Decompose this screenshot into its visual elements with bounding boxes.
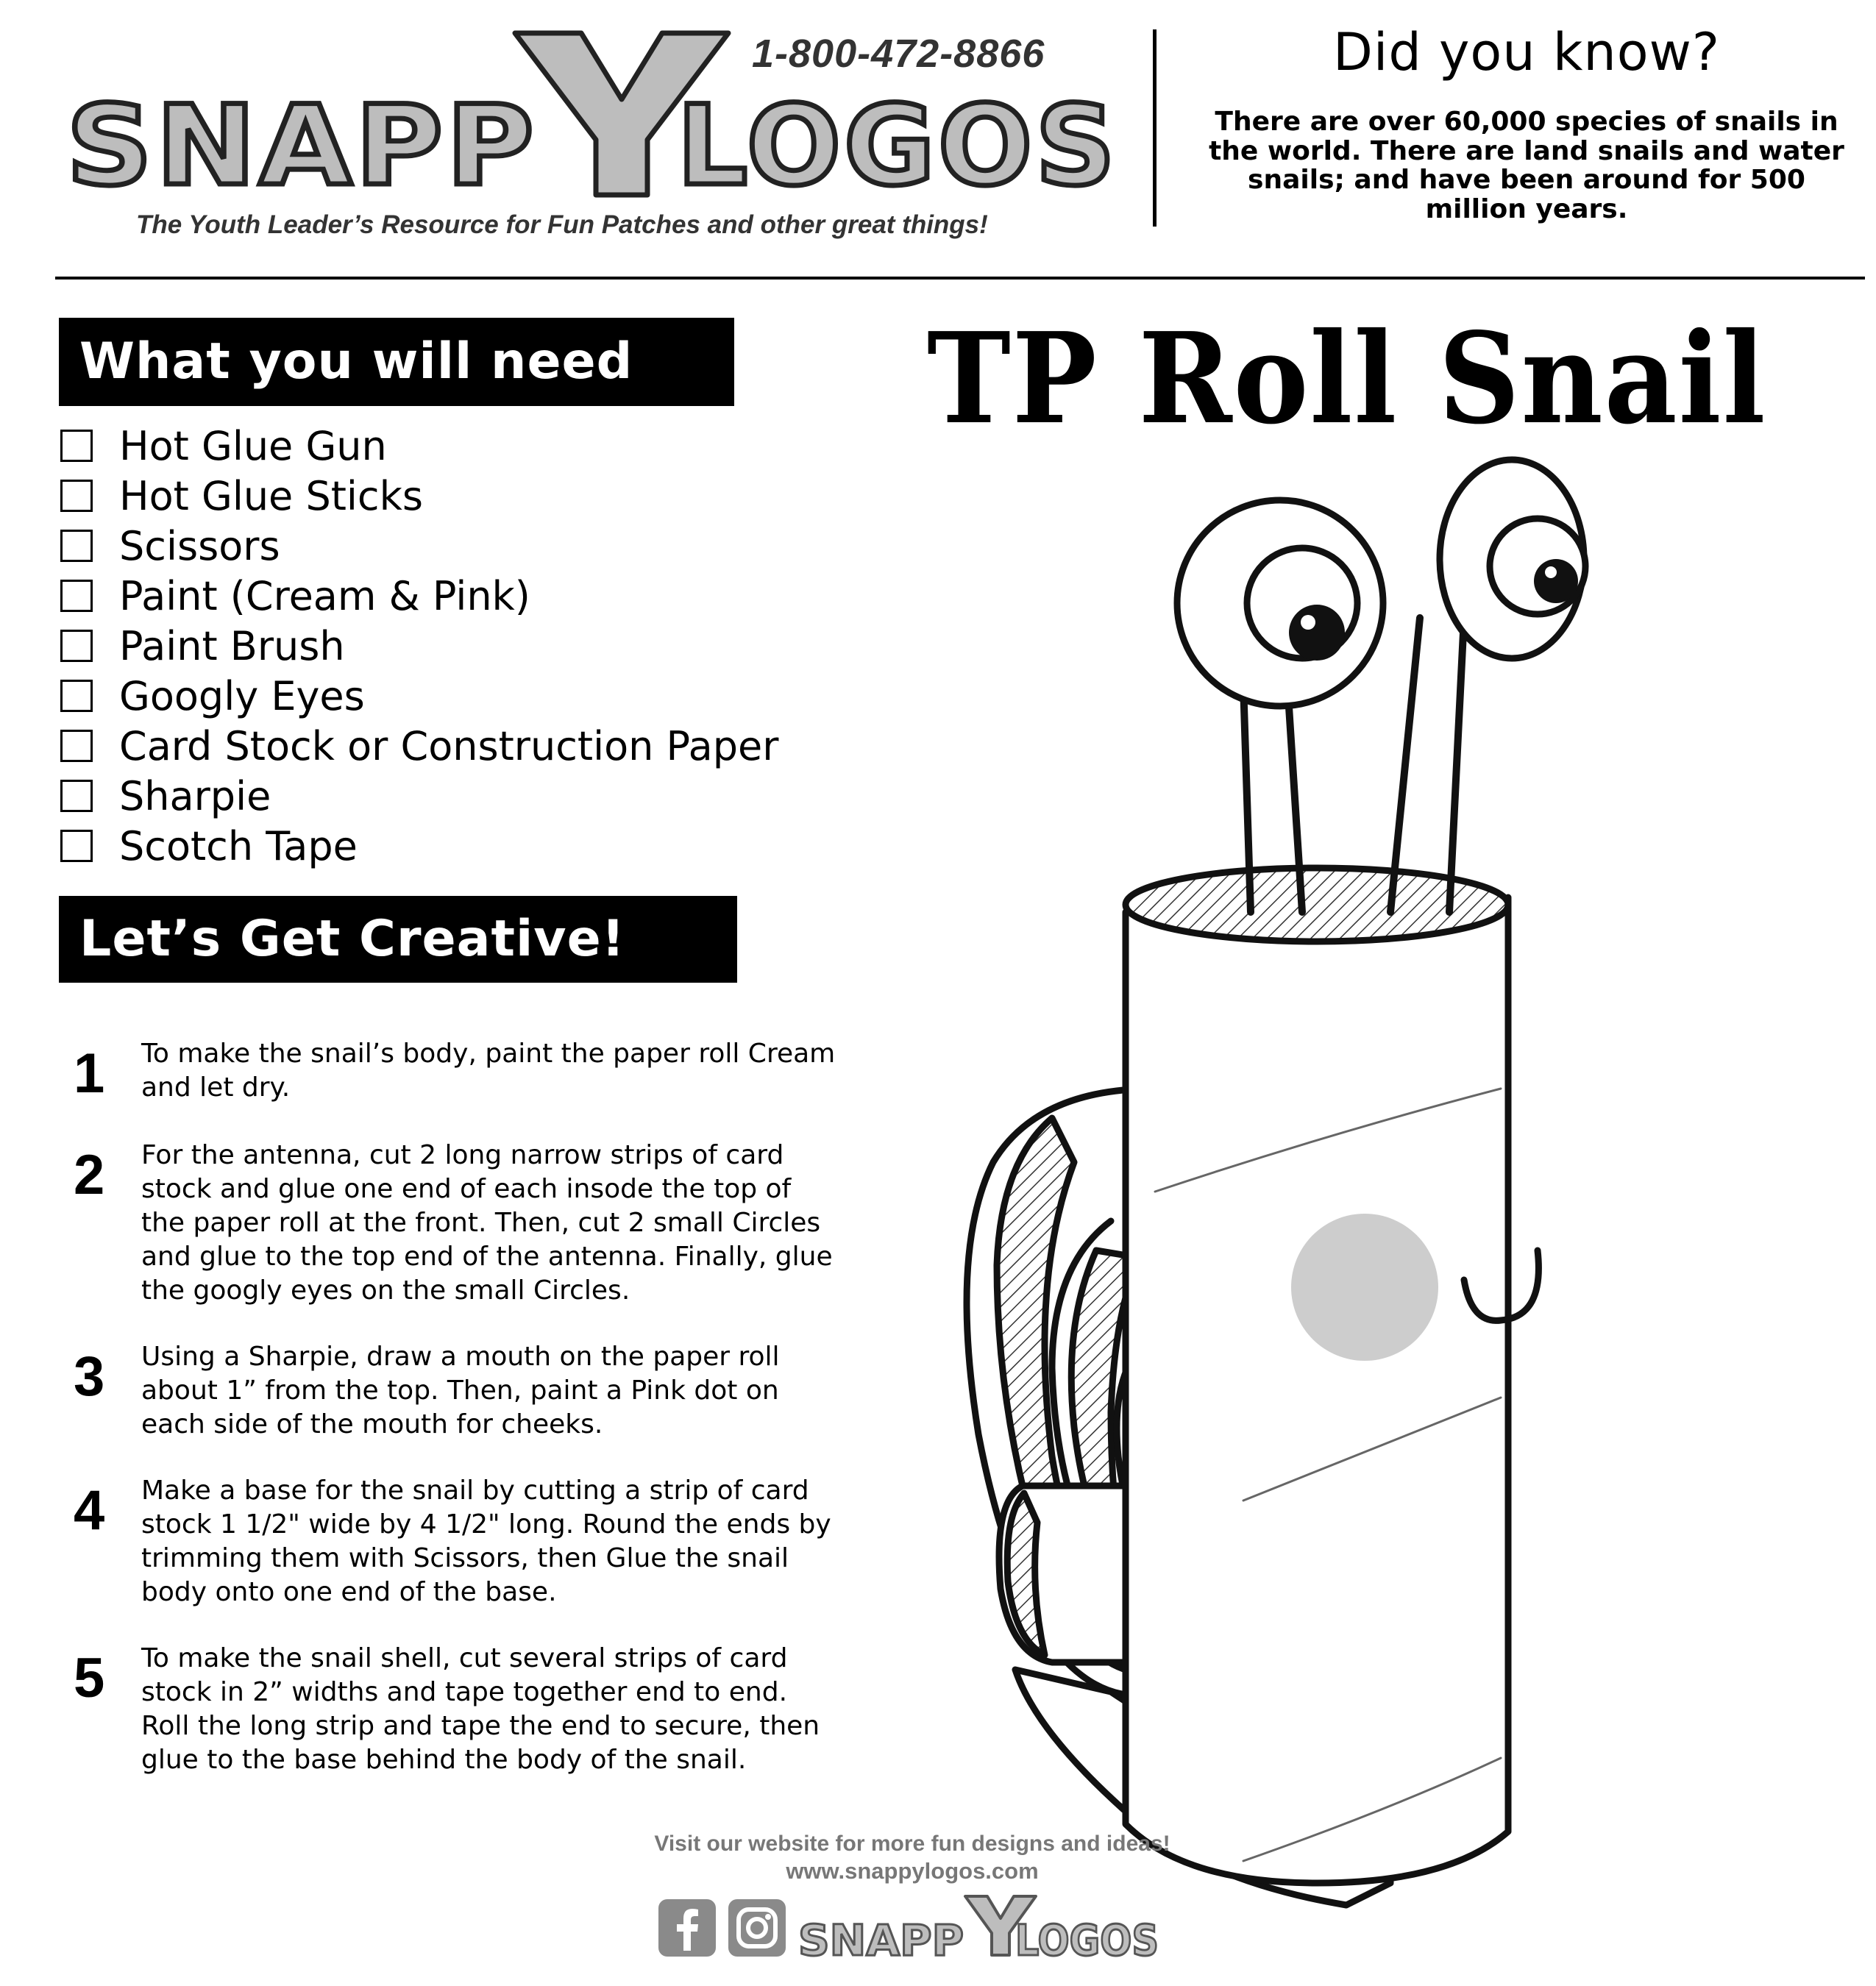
supply-label: Sharpie (119, 772, 271, 819)
header-divider (1153, 29, 1156, 227)
website-link[interactable]: www.snappylogos.com (786, 1858, 1039, 1884)
list-item (60, 421, 778, 471)
supply-label: Hot Glue Gun (119, 422, 387, 469)
page-title: TP Roll Snail (927, 305, 1767, 452)
step-text: To make the snail’s body, paint the paper roll Cream and let dry. (141, 1039, 836, 1103)
supply-label: Scotch Tape (119, 822, 358, 869)
list-item (60, 671, 778, 721)
step-text: Make a base for the snail by cutting a strip of card stock 1 1/2" wide by 4 1/2" long. Round the ends by trimming them with Scissors, then Glue the snail body onto one end of the base. (141, 1476, 831, 1607)
supplies-list (60, 421, 778, 871)
list-item (60, 521, 778, 571)
list-item (60, 471, 778, 521)
step-number: 5 (74, 1647, 105, 1709)
section-header-create: Let’s Get Creative! (59, 896, 737, 983)
section-header-need: What you will need (59, 318, 734, 406)
step-number: 1 (74, 1042, 105, 1105)
supply-label: Googly Eyes (119, 672, 365, 719)
header-rule (55, 277, 1865, 280)
checkbox[interactable] (60, 580, 93, 612)
did-you-know-body: There are over 60,000 species of snails in the world. There are land snails and water snails; and have been around for 500 million years. (1209, 107, 1844, 224)
step-text: Using a Sharpie, draw a mouth on the paper roll about 1” from the top. Then, paint a Pink dot on each side of the mouth for cheeks. (141, 1342, 780, 1439)
step-number: 3 (74, 1345, 105, 1408)
did-you-know-title: Did you know? (1332, 22, 1721, 82)
step-number: 4 (74, 1479, 105, 1542)
footer-tagline: Visit our website for more fun designs and ideas! (654, 1832, 1170, 1856)
step-text: To make the snail shell, cut several strips of card stock in 2” widths and tape together end to end. Roll the long strip and tape the end to secure, then glue to the base behind the body of the snail. (141, 1643, 820, 1775)
checkbox[interactable] (60, 530, 93, 562)
checkbox[interactable] (60, 630, 93, 662)
antenna-right (1390, 618, 1420, 912)
snail-body (1126, 897, 1508, 1883)
step-number: 2 (74, 1144, 105, 1206)
supply-label: Hot Glue Sticks (119, 472, 423, 519)
cheek (1291, 1214, 1438, 1361)
step-text: For the antenna, cut 2 long narrow strips of card stock and glue one end of each insode the top of the paper roll at the front. Then, cut 2 small Circles and glue to the top end of the antenna. Finally, glue the googly eyes on the small Circles. (141, 1140, 833, 1306)
supply-label: Card Stock or Construction Paper (119, 722, 779, 769)
supply-label: Paint Brush (119, 622, 345, 669)
list-item (60, 771, 778, 821)
phone-number: 1-800-472-8866 (752, 32, 1045, 76)
supply-label: Paint (Cream & Pink) (119, 572, 530, 619)
tagline: The Youth Leader’s Resource for Fun Patches and other great things! (136, 210, 988, 239)
checkbox[interactable] (60, 480, 93, 512)
checkbox[interactable] (60, 730, 93, 762)
svg-text:LOGOS: LOGOS (677, 82, 1118, 210)
svg-text:SNAPP: SNAPP (66, 82, 537, 210)
svg-text:LOGOS: LOGOS (1015, 1915, 1159, 1965)
checkbox[interactable] (60, 680, 93, 712)
footer-snappylogos-logo (795, 1890, 1162, 1971)
supply-label: Scissors (119, 522, 280, 569)
instagram-icon[interactable] (728, 1899, 786, 1957)
checkbox[interactable] (60, 780, 93, 812)
checkbox[interactable] (60, 830, 93, 862)
list-item (60, 721, 778, 771)
snail-illustration (831, 441, 1641, 1920)
checkbox[interactable] (60, 430, 93, 462)
svg-text:SNAPP: SNAPP (798, 1915, 964, 1965)
list-item (60, 621, 778, 671)
list-item (60, 821, 778, 871)
list-item (60, 571, 778, 621)
facebook-icon[interactable] (658, 1899, 716, 1957)
